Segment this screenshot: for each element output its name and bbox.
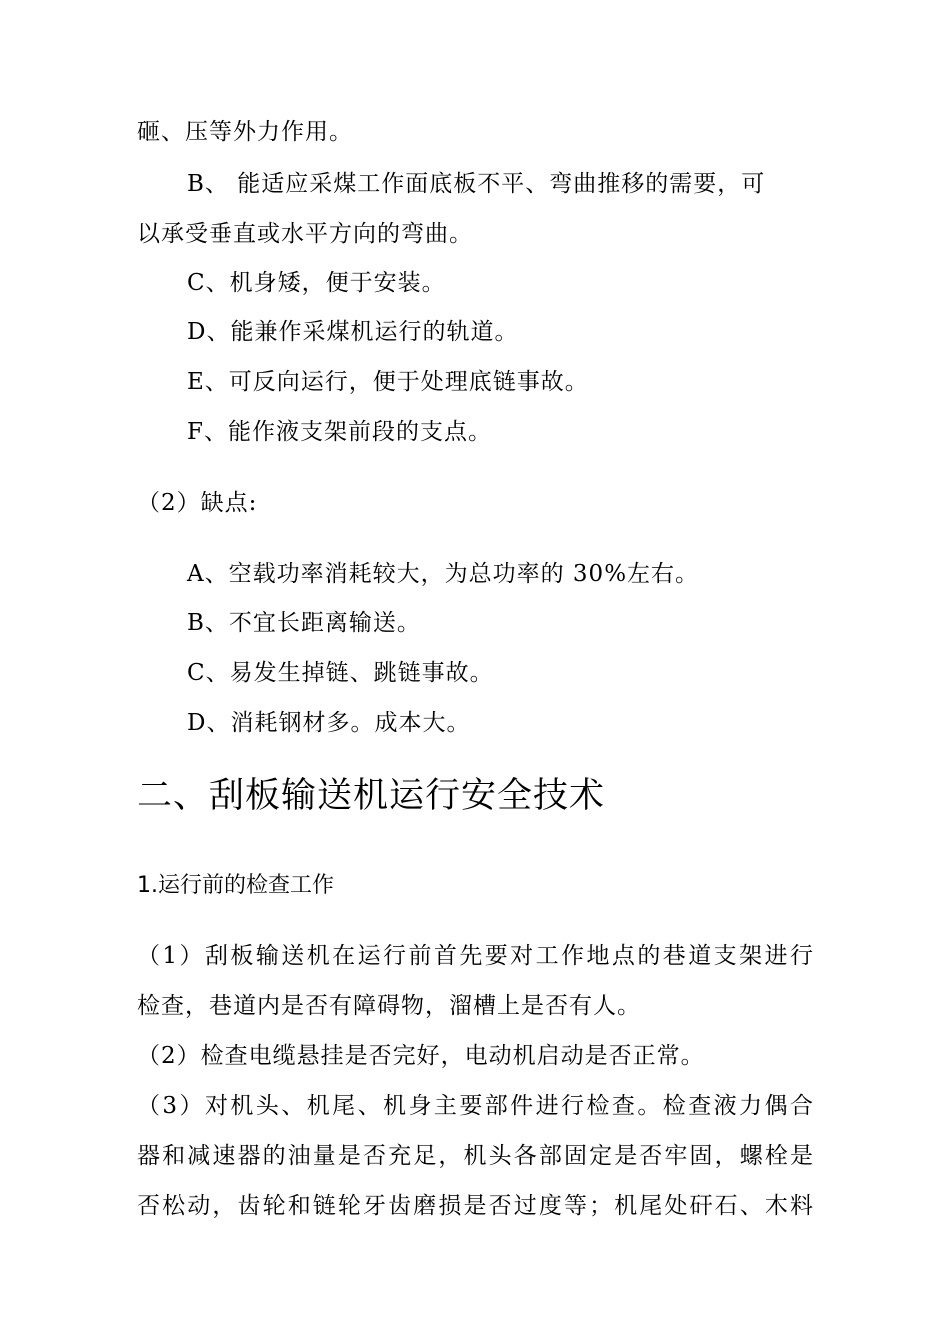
paragraph-3-line-1: （3）对机头、机尾、机身主要部件进行检查。检查液力偶合 bbox=[137, 1093, 813, 1119]
paragraph-1-line-2: 检查，巷道内是否有障碍物，溜槽上是否有人。 bbox=[137, 993, 641, 1019]
advantage-b-line-1: B、 能适应采煤工作面底板不平、弯曲推移的需要，可 bbox=[187, 171, 766, 197]
disadvantage-a: A、空载功率消耗较大，为总功率的 30%左右。 bbox=[187, 561, 700, 587]
advantage-b-line-2: 以承受垂直或水平方向的弯曲。 bbox=[137, 221, 473, 247]
disadvantages-heading: （2）缺点: bbox=[137, 490, 258, 516]
disadvantage-b: B、不宜长距离输送。 bbox=[187, 610, 421, 636]
continuation-line: 砸、压等外力作用。 bbox=[137, 119, 353, 145]
paragraph-2-line-1: （2）检查电缆悬挂是否完好，电动机启动是否正常。 bbox=[137, 1043, 705, 1069]
section-subtitle: 1.运行前的检查工作 bbox=[137, 873, 334, 898]
paragraph-3-line-3: 否松动，齿轮和链轮牙齿磨损是否过度等；机尾处矸石、木料 bbox=[137, 1193, 813, 1219]
disadvantage-c: C、易发生掉链、跳链事故。 bbox=[187, 660, 494, 686]
paragraph-3-line-2: 器和减速器的油量是否充足，机头各部固定是否牢固，螺栓是 bbox=[137, 1143, 813, 1169]
advantage-d: D、能兼作采煤机运行的轨道。 bbox=[187, 319, 519, 345]
paragraph-1-line-1: （1）刮板输送机在运行前首先要对工作地点的巷道支架进行 bbox=[137, 943, 813, 969]
advantage-c: C、机身矮，便于安装。 bbox=[187, 270, 446, 296]
advantage-e: E、可反向运行，便于处理底链事故。 bbox=[187, 369, 589, 395]
section-title: 二、刮板输送机运行安全技术 bbox=[137, 776, 606, 816]
disadvantage-d: D、消耗钢材多。成本大。 bbox=[187, 710, 471, 736]
advantage-f: F、能作液支架前段的支点。 bbox=[187, 419, 492, 445]
